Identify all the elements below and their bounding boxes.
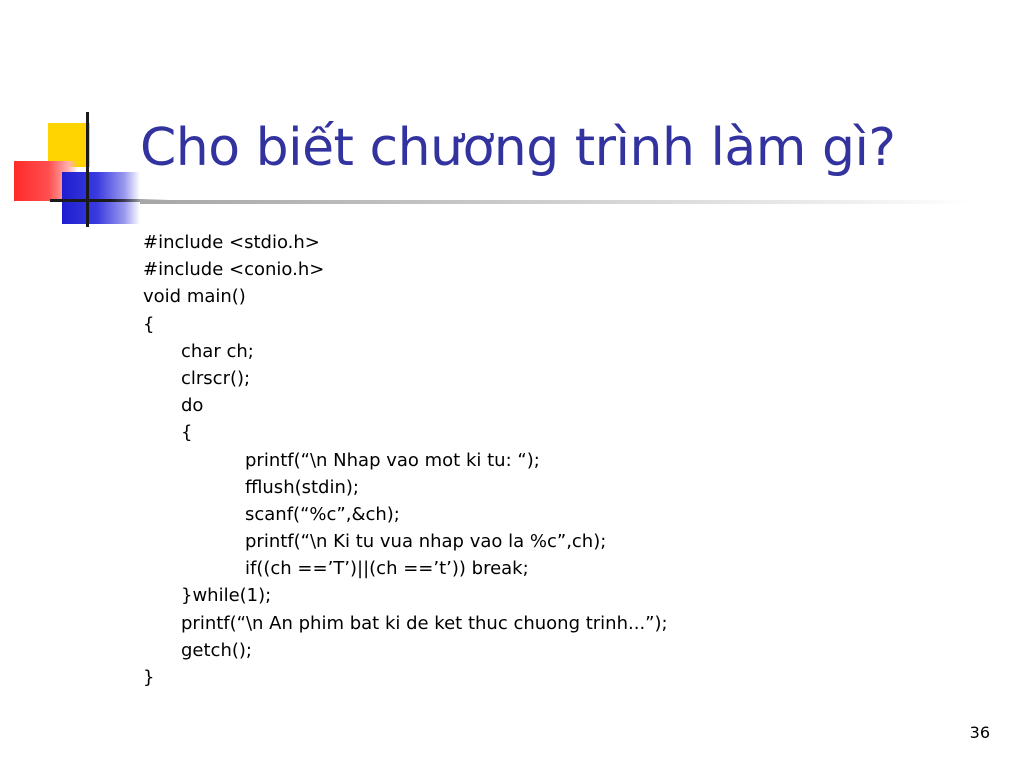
- code-line: #include <stdio.h>: [143, 232, 320, 253]
- code-line: printf(“\n Ki tu vua nhap vao la %c”,ch);: [245, 531, 607, 553]
- slide-title: Cho biết chương trình làm gì?: [140, 118, 896, 178]
- blue-square-decoration: [62, 172, 140, 224]
- code-line: void main(): [143, 286, 246, 308]
- code-line: {: [181, 422, 193, 444]
- page-number: 36: [969, 723, 990, 742]
- code-line: char ch;: [181, 340, 254, 362]
- code-line: if((ch ==’T’)||(ch ==’t’)) break;: [245, 558, 529, 580]
- code-listing: [143, 229, 963, 691]
- code-line: clrscr();: [181, 367, 251, 389]
- code-line: getch();: [181, 639, 252, 661]
- decorative-logo-icon: [0, 0, 140, 240]
- code-line: printf(“\n Nhap vao mot ki tu: “);: [245, 449, 540, 471]
- code-line: printf(“\n An phim bat ki de ket thuc chuong trinh...”);: [181, 612, 668, 634]
- code-line: #include <conio.h>: [143, 259, 325, 281]
- code-line: {: [143, 313, 155, 335]
- code-line: }: [143, 667, 155, 688]
- code-line: scanf(“%c”,&ch);: [245, 503, 400, 525]
- code-line: fflush(stdin);: [245, 476, 359, 498]
- title-underline: [140, 200, 970, 204]
- vertical-line-decoration: [86, 112, 89, 227]
- code-line: do: [181, 395, 204, 417]
- code-line: }while(1);: [181, 585, 272, 607]
